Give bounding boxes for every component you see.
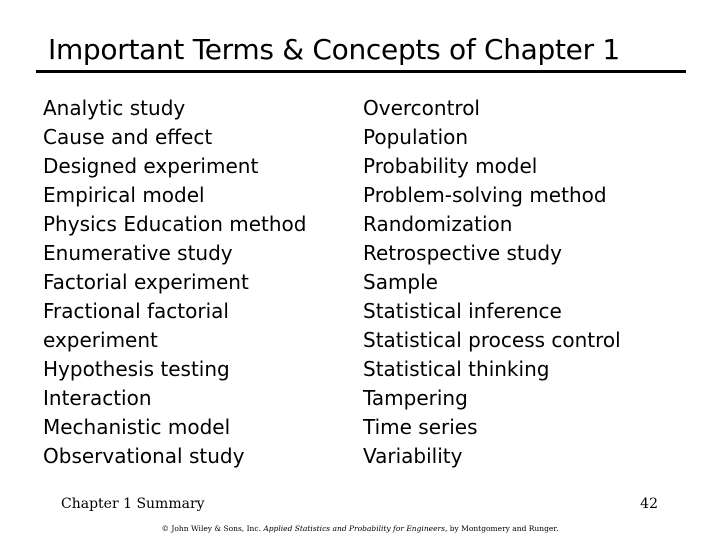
term-item: Observational study (43, 444, 245, 468)
term-item: Interaction (43, 386, 152, 410)
term-item: Empirical model (43, 183, 205, 207)
footer-chapter-label: Chapter 1 Summary (61, 496, 205, 512)
term-item: Statistical thinking (363, 357, 550, 381)
terms-list-left (43, 94, 343, 471)
title-underline (36, 70, 686, 73)
term-item: Tampering (363, 386, 468, 410)
term-item: Randomization (363, 212, 513, 236)
term-item: Enumerative study (43, 241, 233, 265)
term-item: Population (363, 125, 469, 149)
page-number: 42 (640, 496, 658, 512)
copyright-book-title: Applied Statistics and Probability for Engineers (263, 524, 445, 533)
term-item: Probability model (363, 154, 538, 178)
copyright-suffix: , by Montgomery and Runger. (444, 524, 559, 533)
term-item: Hypothesis testing (43, 357, 230, 381)
term-item: Retrospective study (363, 241, 562, 265)
term-item: Analytic study (43, 96, 186, 120)
term-item: Statistical inference (363, 299, 562, 323)
term-item: Cause and effect (43, 125, 213, 149)
term-item: Factorial experiment (43, 270, 249, 294)
term-item: Time series (363, 415, 478, 439)
term-item: Problem-solving method (363, 183, 607, 207)
copyright-notice (0, 524, 720, 534)
slide-title: Important Terms & Concepts of Chapter 1 (48, 33, 620, 66)
term-item: Variability (363, 444, 463, 468)
term-item: Statistical process control (363, 328, 621, 352)
term-item: Sample (363, 270, 438, 294)
term-item: Overcontrol (363, 96, 480, 120)
term-item: Fractional factorial (43, 299, 229, 323)
term-item: Designed experiment (43, 154, 259, 178)
terms-list-right (363, 94, 683, 471)
term-item: experiment (43, 328, 158, 352)
term-item: Physics Education method (43, 212, 307, 236)
term-item: Mechanistic model (43, 415, 231, 439)
copyright-prefix: © John Wiley & Sons, Inc. (161, 524, 264, 533)
